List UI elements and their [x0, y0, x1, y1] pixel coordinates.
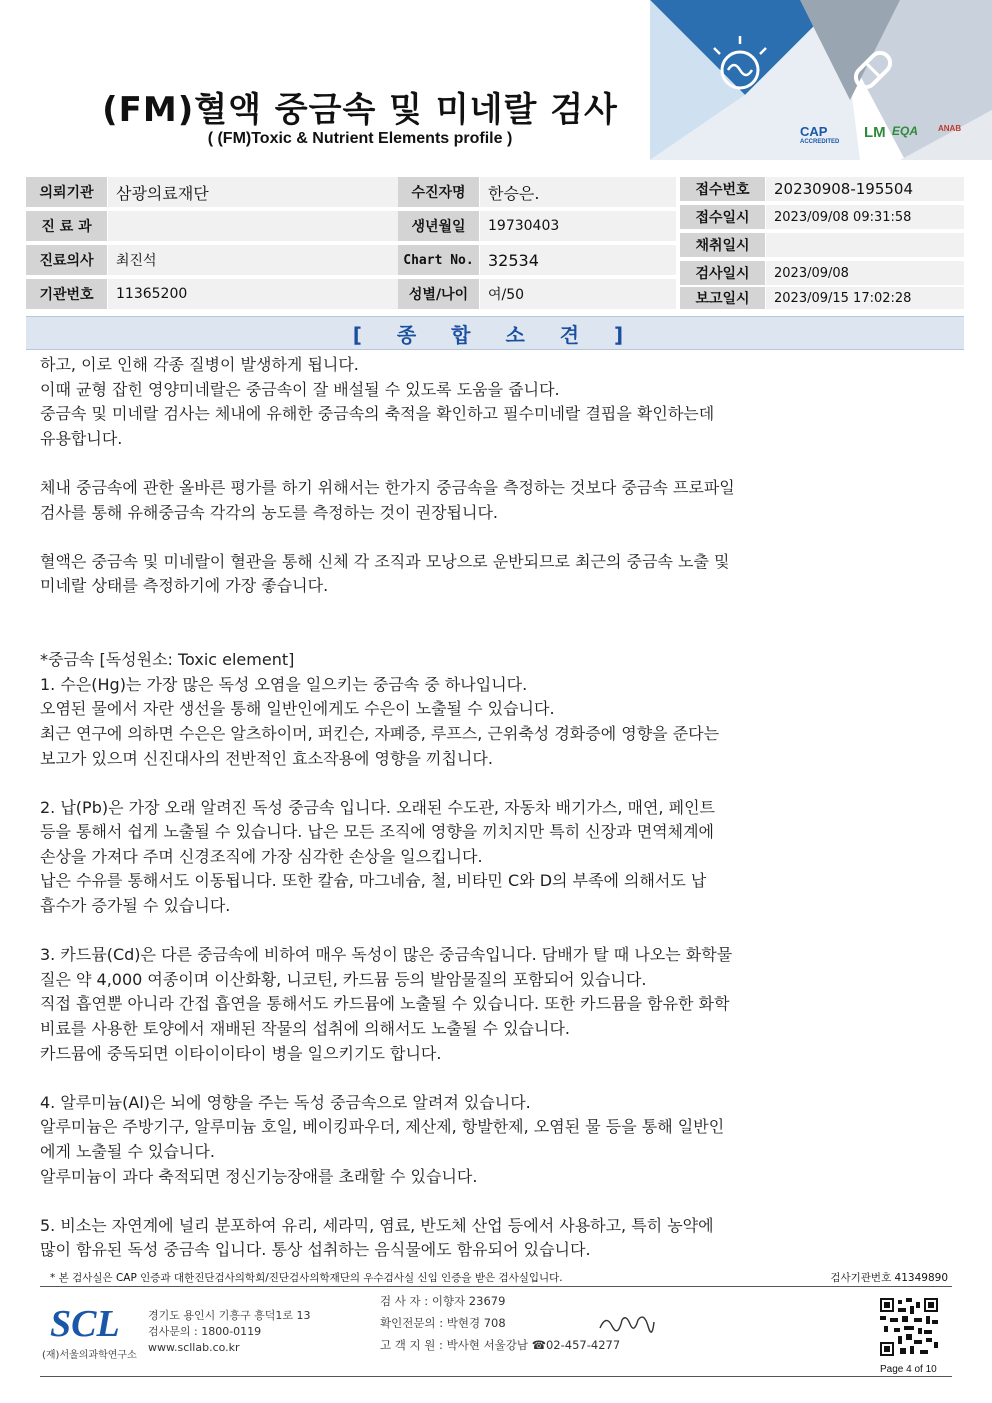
body-line: [40, 451, 940, 476]
summary-body: [40, 353, 940, 1263]
body-line: 비료를 사용한 토양에서 재배된 작물의 섭취에 의해서도 노출될 수 있습니다.: [40, 1019, 570, 1039]
body-line: 혈액은 중금속 및 미네랄이 혈관을 통해 신체 각 조직과 모낭으로 운반되므로 최근의 중금속 노출 및: [40, 551, 730, 571]
sampling-value: [766, 233, 964, 257]
lab-code: 검사기관번호 41349890: [830, 1272, 948, 1284]
body-line: *중금속 [독성원소: Toxic element]: [40, 650, 295, 670]
body-line: [40, 919, 940, 944]
dob-label: 생년월일: [398, 211, 480, 241]
inst-no-label: 기관번호: [26, 279, 108, 309]
body-line: 4. 알루미늄(Al)은 뇌에 영향을 주는 독성 중금속으로 알려져 있습니다.: [40, 1092, 531, 1112]
bottom-divider: [40, 1376, 952, 1377]
examiner-row: [380, 1290, 620, 1312]
address: 경기도 용인시 기흥구 흥덕1로 13: [148, 1309, 311, 1322]
body-line: [40, 525, 940, 550]
signature-image: [596, 1310, 656, 1336]
body-line: [40, 1066, 940, 1091]
support-value: 박사현 서울강남 ☎02-457-4277: [446, 1338, 621, 1352]
report-title: (FM)혈액 중금속 및 미네랄 검사: [102, 90, 618, 130]
body-line: 유용합니다.: [40, 428, 123, 448]
org-name: (재)서울의과학연구소: [42, 1350, 137, 1361]
lm-logo: LM: [864, 124, 886, 141]
inst-no-value: 11365200: [108, 279, 420, 309]
chart-label: Chart No.: [398, 245, 480, 275]
doctor-value: 최진석: [108, 245, 420, 275]
receipt-dt-value: 2023/09/08 09:31:58: [766, 205, 964, 229]
website-link[interactable]: www.scllab.co.kr: [148, 1341, 240, 1354]
inquiry-phone: 검사문의 : 1800-0119: [148, 1325, 262, 1338]
body-line: 이때 균형 잡힌 영양미네랄은 중금속이 잘 배설될 수 있도록 도움을 줍니다.: [40, 379, 560, 399]
body-line: [40, 599, 940, 624]
patient-label: 수진자명: [398, 177, 480, 207]
body-line: 최근 연구에 의하면 수은은 알츠하이머, 퍼킨슨, 자폐증, 루프스, 근위축성 경화증에 영향을 준다는: [40, 723, 720, 743]
body-line: 오염된 물에서 자란 생선을 통해 일반인에게도 수은이 노출될 수 있습니다.: [40, 699, 555, 719]
body-line: 많이 함유된 독성 중금속 입니다. 통상 섭취하는 음식물에도 함유되어 있습니다.: [40, 1240, 591, 1260]
examiner-label: 검 사 자 :: [380, 1294, 429, 1308]
chart-value: 32534: [480, 245, 676, 275]
body-line: 질은 약 4,000 여종이며 이산화황, 니코틴, 카드뮴 등의 발암물질의 포함되어 있습니다.: [40, 969, 647, 989]
receipt-no-label: 접수번호: [680, 177, 766, 201]
sexage-value: 여/50: [480, 279, 676, 309]
signatories: [380, 1290, 620, 1356]
body-line: 검사를 통해 유해중금속 각각의 농도를 측정하는 것이 권장됩니다.: [40, 502, 499, 522]
accreditation-note: * 본 검사실은 CAP 인증과 대한진단검사의학회/진단검사의학재단의 우수검사실 신임 인증을 받은 검사실입니다.: [50, 1272, 563, 1284]
body-line: 보고가 있으며 신진대사의 전반적인 효소작용에 영향을 끼칩니다.: [40, 748, 493, 768]
body-line: 하고, 이로 인해 각종 질병이 발생하게 됩니다.: [40, 355, 359, 374]
body-line: 5. 비소는 자연계에 널리 분포하여 유리, 세라믹, 염료, 반도체 산업 등에서 사용하고, 특히 농약에: [40, 1215, 714, 1235]
body-line: 3. 카드뮴(Cd)은 다른 중금속에 비하여 매우 독성이 많은 중금속입니다. 담배가 탈 때 나오는 화학물: [40, 945, 733, 965]
sampling-label: 채취일시: [680, 233, 766, 257]
body-line: 흡수가 증가될 수 있습니다.: [40, 896, 231, 916]
patient-value: 한승은.: [480, 177, 676, 207]
body-line: 직접 흡연뿐 아니라 간접 흡연을 통해서도 카드뮴에 노출될 수 있습니다. 또한 카드뮴을 함유한 화학: [40, 994, 730, 1014]
body-line: 에게 노출될 수 있습니다.: [40, 1142, 215, 1161]
body-line: 미네랄 상태를 측정하기에 가장 좋습니다.: [40, 576, 329, 596]
report-dt-value: 2023/09/15 17:02:28: [766, 287, 964, 309]
support-label: 고 객 지 원 :: [380, 1338, 443, 1352]
body-line: [40, 1189, 940, 1214]
body-line: 등을 통해서 쉽게 노출될 수 있습니다. 납은 모든 조직에 영향을 끼치지만 특히 신장과 면역체계에: [40, 822, 714, 842]
body-line: 카드뮴에 중독되면 이타이이타이 병을 일으키기도 합니다.: [40, 1043, 442, 1063]
confirmer-row: [380, 1312, 620, 1334]
doctor-label: 진료의사: [26, 245, 108, 275]
sexage-label: 성별/나이: [398, 279, 480, 309]
department-label: 진 료 과: [26, 211, 108, 241]
body-line: 2. 납(Pb)은 가장 오래 알려진 독성 중금속 입니다. 오래된 수도관, 자동차 배기가스, 매연, 페인트: [40, 797, 715, 817]
examiner-value: 이향자 23679: [431, 1294, 506, 1308]
confirmer-value: 박현경 708: [446, 1316, 506, 1330]
patient-info-table: [26, 177, 964, 309]
support-row: [380, 1334, 620, 1356]
page-number: Page 4 of 10: [880, 1364, 937, 1375]
test-dt-label: 검사일시: [680, 261, 766, 285]
report-dt-label: 보고일시: [680, 287, 766, 309]
department-value: [108, 211, 420, 241]
body-line: 알루미늄은 주방기구, 알루미늄 호일, 베이킹파우더, 제산제, 항발한제, 오염된 물 등을 통해 일반인: [40, 1117, 725, 1137]
report-subtitle: ( (FM)Toxic & Nutrient Elements profile ): [207, 130, 513, 147]
qr-code-icon: [880, 1298, 938, 1356]
footer-divider: [40, 1286, 952, 1287]
confirmer-label: 확인전문의 :: [380, 1316, 444, 1330]
lab-contact: [148, 1308, 311, 1356]
body-line: 손상을 가져다 주며 신경조직에 가장 심각한 손상을 일으킵니다.: [40, 846, 483, 866]
dob-value: 19730403: [480, 211, 676, 241]
body-line: 1. 수은(Hg)는 가장 많은 독성 오염을 일으키는 중금속 중 하나입니다.: [40, 674, 528, 694]
body-line: 알루미늄이 과다 축적되면 정신기능장애를 초래할 수 있습니다.: [40, 1166, 478, 1186]
body-line: [40, 771, 940, 796]
eqa-logo: EQA: [892, 124, 919, 138]
section-title: [ 종 합 소 견 ]: [26, 316, 964, 350]
scl-logo: SCL: [50, 1303, 120, 1345]
cap-logo: CAP ACCREDITED: [800, 124, 840, 145]
body-line: 중금속 및 미네랄 검사는 체내에 유해한 중금속의 축적을 확인하고 필수미네랄 결핍을 확인하는데: [40, 404, 715, 424]
body-line: [40, 624, 940, 649]
body-line: 납은 수유를 통해서도 이동됩니다. 또한 칼슘, 마그네슘, 철, 비타민 C와 D의 부족에 의해서도 납: [40, 871, 707, 891]
body-line: 체내 중금속에 관한 올바른 평가를 하기 위해서는 한가지 중금속을 측정하는 것보다 중금속 프로파일: [40, 477, 735, 497]
receipt-no-value: 20230908-195504: [766, 177, 964, 201]
receipt-dt-label: 접수일시: [680, 205, 766, 229]
test-dt-value: 2023/09/08: [766, 261, 964, 285]
institution-label: 의뢰기관: [26, 177, 108, 207]
institution-value: 삼광의료재단: [108, 177, 420, 207]
anab-logo: ANAB: [938, 124, 962, 133]
